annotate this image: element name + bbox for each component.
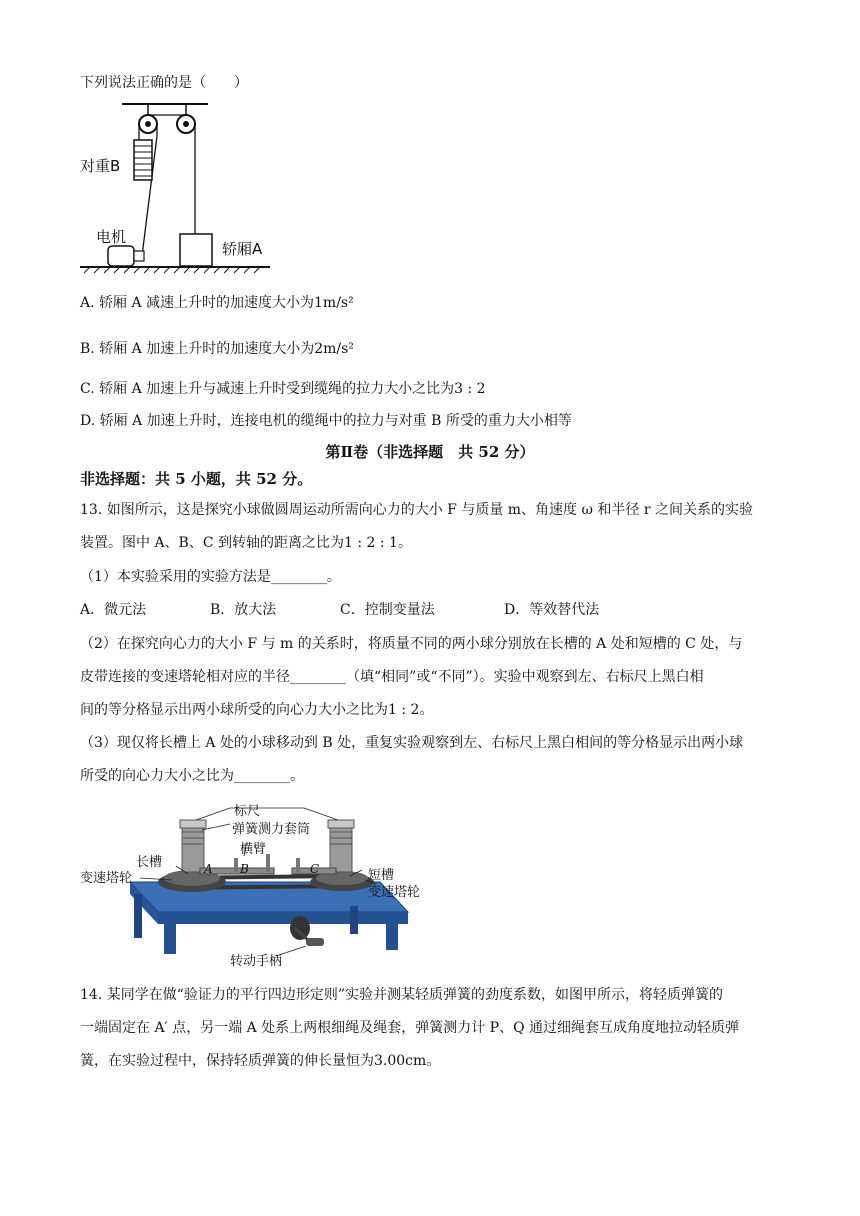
- point-a-label: A: [204, 862, 213, 876]
- option-a: A. 轿厢 A 减速上升时的加速度大小为1m/s²: [80, 295, 354, 311]
- q13-part3-line2: 所受的向心力大小之比为________。: [80, 768, 304, 784]
- handle-label: 转动手柄: [230, 954, 283, 969]
- long-slot-label: 长槽: [136, 855, 163, 870]
- q13-choice-b: B．放大法: [210, 602, 277, 618]
- arm-label: 横臂: [240, 842, 267, 857]
- option-d: D. 轿厢 A 加速上升时，连接电机的缆绳中的拉力与对重 B 所受的重力大小相等: [80, 413, 572, 429]
- car-label: 轿厢A: [222, 240, 263, 258]
- option-b: B. 轿厢 A 加速上升时的加速度大小为2m/s²: [80, 341, 354, 357]
- q13-part2-line3: 间的等分格显示出两小球所受的向心力大小之比为1 : 2。: [80, 702, 434, 718]
- pulley-left-label: 变速塔轮: [80, 871, 133, 886]
- option-c: C. 轿厢 A 加速上升与减速上升时受到缆绳的拉力大小之比为3 : 2: [80, 381, 486, 397]
- q13-choice-c: C．控制变量法: [340, 602, 435, 618]
- pulley-right-label: 变速塔轮: [368, 885, 421, 900]
- sleeve-label: 弹簧测力套筒: [232, 822, 311, 837]
- point-c-label: C: [310, 862, 320, 876]
- section-subtitle: 非选择题：共 5 小题，共 52 分。: [80, 470, 313, 488]
- q13-part2-line1: （2）在探究向心力的大小 F 与 m 的关系时，将质量不同的两小球分别放在长槽的 A 处和短槽的 C 处，与: [80, 636, 743, 652]
- q13-choice-d: D．等效替代法: [504, 602, 600, 618]
- ruler-label: 标尺: [234, 804, 261, 819]
- motor-label: 电机: [96, 228, 127, 246]
- q13-stem-line1: 13. 如图所示，这是探究小球做圆周运动所需向心力的大小 F 与质量 m、角速度 ω 和半径 r 之间关系的实验: [80, 502, 753, 518]
- q13-part3-line1: （3）现仅将长槽上 A 处的小球移动到 B 处，重复实验观察到左、右标尺上黑白相间的等分格显示出两小球: [80, 735, 744, 751]
- q13-part2-line2: 皮带连接的变速塔轮相对应的半径________（填“相同”或“不同”）。实验中观察到左、右标尺上黑白相: [80, 669, 704, 685]
- counterweight-label: 对重B: [80, 157, 121, 175]
- q12-stem-tail: 下列说法正确的是（ ）: [80, 75, 248, 91]
- q13-stem-line2: 装置。图中 A、B、C 到转轴的距离之比为1 : 2 : 1。: [80, 535, 412, 551]
- q13-part1: （1）本实验采用的实验方法是________。: [80, 569, 341, 585]
- point-b-label: B: [240, 862, 249, 876]
- q14-line2: 一端固定在 A′ 点，另一端 A 处系上两根细绳及绳套，弹簧测力计 P、Q 通过细绳套互成角度地拉动轻质弹: [80, 1020, 739, 1036]
- q13-choice-a: A．微元法: [80, 602, 147, 618]
- q14-line3: 簧，在实验过程中，保持轻质弹簧的伸长量恒为3.00cm。: [80, 1053, 441, 1069]
- section-title: 第Ⅱ卷（非选择题 共 52 分）: [325, 443, 535, 461]
- short-slot-label: 短槽: [368, 868, 395, 883]
- q14-line1: 14. 某同学在做“验证力的平行四边形定则”实验并测某轻质弹簧的劲度系数，如图甲所示，将轻质弹簧的: [80, 987, 724, 1003]
